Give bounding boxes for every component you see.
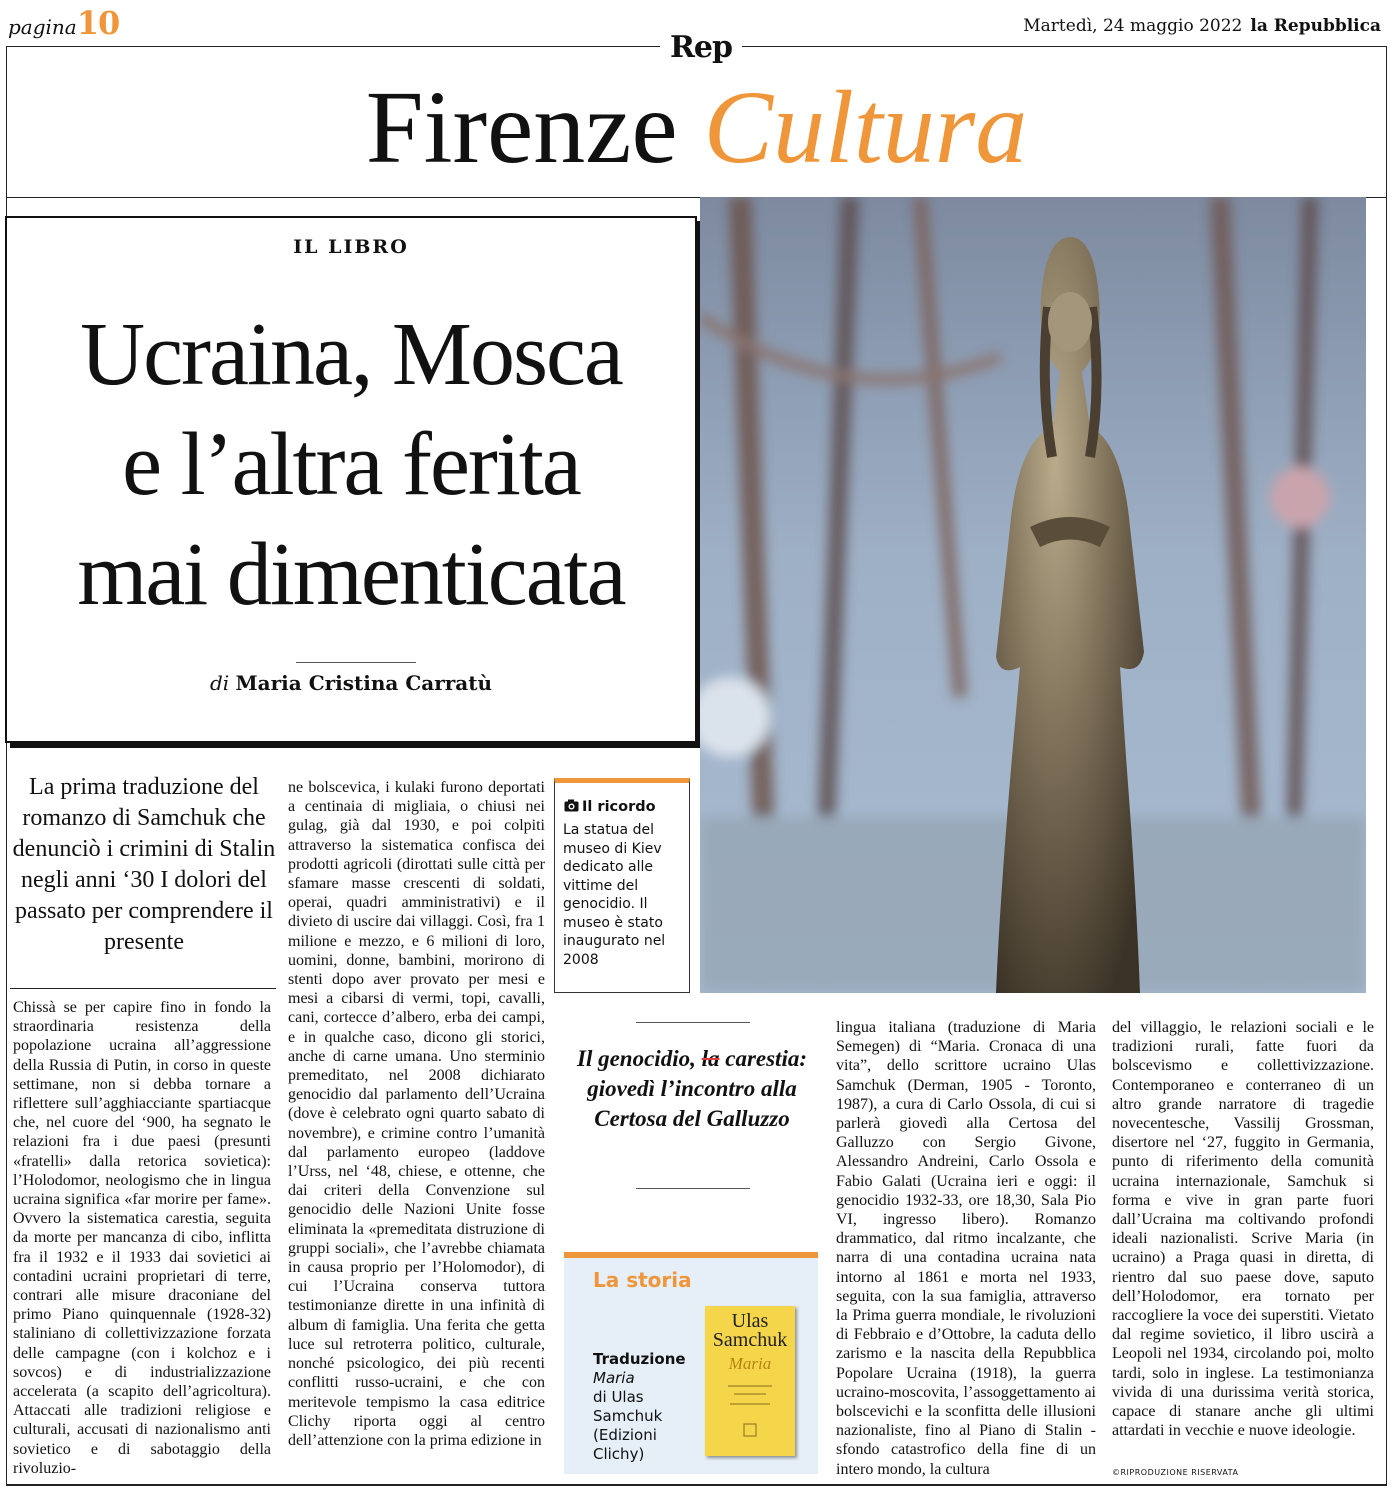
page-number: 10 [76, 4, 120, 42]
byline-prefix: di [209, 671, 230, 695]
headline-line: mai dimenticata [77, 525, 625, 624]
caption-title [564, 799, 656, 815]
story-book-title: Maria [593, 1369, 635, 1387]
copyright-notice: ©RIPRODUZIONE RISERVATA [1112, 1468, 1239, 1477]
headline-line: Ucraina, Mosca [80, 305, 622, 404]
page-word: pagina [8, 15, 77, 39]
pull-quote-struck: la [701, 1046, 720, 1071]
pull-quote-part1: Il genocidio, [577, 1046, 696, 1071]
story-title: La storia [593, 1268, 692, 1292]
headline-line: e l’altra ferita [122, 415, 580, 514]
statue-photo-art [700, 197, 1366, 993]
caption-text: La statua del museo di Kiev dedicato alle vittime del genocidio. Il museo è stato inaugurato nel 2008 [563, 822, 666, 968]
kicker: IL LIBRO [293, 236, 409, 258]
section-city: Firenze [365, 70, 678, 185]
article-column-1: Chissà se per capire fino in fondo la straordinaria resistenza della popolazione ucraina all’aggressione della Russia di Putin, in corso in queste settimane, non si debba tornare a riflettere sull’agghiacciante spartiacque che, nel cuore del ‘900, ha segnato le relazioni fra i due paesi (presunti «fratelli» dalla retorica sovietica): l’Holodomor, neologismo che in lingua ucraina significa «far morire per fame». Ovvero la sistematica carestia, seguita da morte per mancanza di cibo, inflitta fra il 1932 e il 1933 dai sovietici ai contadini ucraini proprietari di terre, contrari alle misure draconiane del primo Piano quinquennale (1928-32) staliniano di collettivizzazione forzata delle campagne (con i kolchoz e i sovcos) e di industrializzazione accelerata (a scapito dell’agricoltura). Attaccati alle tradizioni religiose e culturali, accusati di nazionalismo anti sovietico e di sabotaggio della rivoluzio- [13, 999, 271, 1477]
book-cover [705, 1306, 795, 1456]
section-name: Cultura [703, 70, 1028, 185]
newspaper-name: la Repubblica [1250, 16, 1381, 36]
section-title [0, 68, 1393, 188]
rep-logo: Rep [660, 30, 742, 65]
pull-quote-divider [636, 1022, 750, 1023]
header-info [1023, 16, 1381, 36]
byline-divider [296, 662, 416, 663]
book-cover-author: Ulas Samchuk [712, 1310, 788, 1351]
issue-date: Martedì, 24 maggio 2022 [1023, 16, 1243, 36]
page-label [8, 4, 119, 42]
camera-icon [564, 799, 579, 812]
pull-quote-part2: carestia: giovedì l’incontro alla Certosa del Galluzzo [587, 1046, 807, 1131]
article-column-4: del villaggio, le relazioni sociali e le tradizioni rurali, fatte fuori da bolscevismo e collettivizzazione. Contemporaneo e conterraneo di un altro grande narratore di tragedie novecentesche, Vassilij Grossman, disertore nel ‘27, fuggito in Germania, punto di riferimento della comunità ucraina internazionale, Samchuk si forma e vive in gran parte fuori dall’Ucraina ma coltivando profondi ideali nazionalisti. Scrive Maria (in ucraino) a Praga quasi in diretta, di rientro dal suo paese dove, saputo dell’Holodomor, era tornato per raccogliere la voce dei superstiti. Vietato dal regime sovietico, il libro uscirà a Leopoli nel 1934, circolando poi, molto tardi, solo in inglese. La testimonianza vivida di una durissima verità storica, capace di stanare anche gli ultimi attardati in vecchie e nuove ideologie. [1112, 1019, 1374, 1440]
book-cover-decoration [720, 1374, 780, 1444]
book-cover-title: Maria [728, 1354, 772, 1373]
caption-title-text: Il ricordo [582, 799, 656, 815]
pull-quote-divider [636, 1188, 750, 1189]
article-column-3: lingua italiana (traduzione di Maria Semegen) di “Maria. Cronaca di una vita”, dello scrittore ucraino Ulas Samchuk (Derman, 1905 - Toronto, 1987), a cura di Carlo Ossola, di cui si parlerà giovedì alla Certosa del Galluzzo con Sergio Givone, Alessandro Andreini, Carlo Ossola e Fabio Galati (Ucraina ieri e oggi: il genocidio 1932-33, ore 18,30, Sala Pio VI, ingresso libero). Romanzo drammatico, dal ritmo incalzante, che narra di una contadina ucraina nata intorno al 1861 e morta nel 1933, seguita, con la sua famiglia, attraverso la Prima guerra mondiale, le rivoluzioni di Febbraio e d’Ottobre, la caduta dello zarismo e la nascita della Repubblica Popolare Ucraina (1918), la guerra ucraino-moscovita, l’assoggettamento ai bolscevichi e la sconfitta delle illusioni nazionaliste, fino al Piano di Stalin - sfondo catastrofico della fine di un intero mondo, la cultura [836, 1019, 1096, 1478]
article-column-2: ne bolscevica, i kulaki furono deportati a centinaia di migliaia, o chiusi nei gulag, già dal 1930, e poi colpiti attraverso la sistematica confisca dei prodotti agricoli (dirottati sulle città per sfamare masse crescenti di soldati, operai, quadri amministrativi) e il divieto di uscire dai villaggi. Così, fra 1 milione e mezzo, e 6 milioni di loro, uomini, donne, bambini, morirono di stenti dopo aver provato per mesi e mesi a cibarsi di vermi, topi, cavalli, cani, cortecce d’albero, erba dei campi, e in qualche caso, dicono gli storici, anche di carne umana. Uno sterminio premeditato, nel 2008 dichiarato genocidio dal parlamento dell’Ucraina (dove è celebrato ogni quarto sabato di novembre), e crimine contro l’umanità dal parlamento europeo (laddove l’Urss, nel ‘48, chiese, e ottenne, che dai criteri della Convenzione sul genocidio delle Nazioni Unite fosse eliminata la «premeditata distruzione di gruppi sociali», che l’avrebbe chiamata in causa proprio per l’Holomodor), di cui l’Ucraina conserva tuttora testimonianze dirette in una infinità di album di famiglia. Una ferita che getta luce sul retroterra politico, culturale, nonché psicologico, dei più recenti conflitti russo-ucraini, e che con meritevole tempismo la casa editrice Clichy riporta oggi al centro dell’attenzione con la prima edizione in [288, 779, 545, 1449]
pull-quote [562, 1044, 822, 1134]
story-text [593, 1350, 703, 1464]
story-label: Traduzione [593, 1350, 686, 1368]
subheadline: La prima traduzione del romanzo di Samchuk che denunciò i crimini di Stalin negli anni ‘30 I dolori del passato per comprendere il presente [12, 774, 276, 955]
bottom-divider [6, 1484, 1387, 1485]
headline [5, 300, 697, 630]
subheadline-divider [10, 988, 276, 989]
byline [5, 671, 697, 695]
statue-photo [700, 197, 1366, 993]
story-details: di Ulas Samchuk (Edizioni Clichy) [593, 1388, 663, 1463]
author-name: Maria Cristina Carratù [235, 671, 493, 695]
